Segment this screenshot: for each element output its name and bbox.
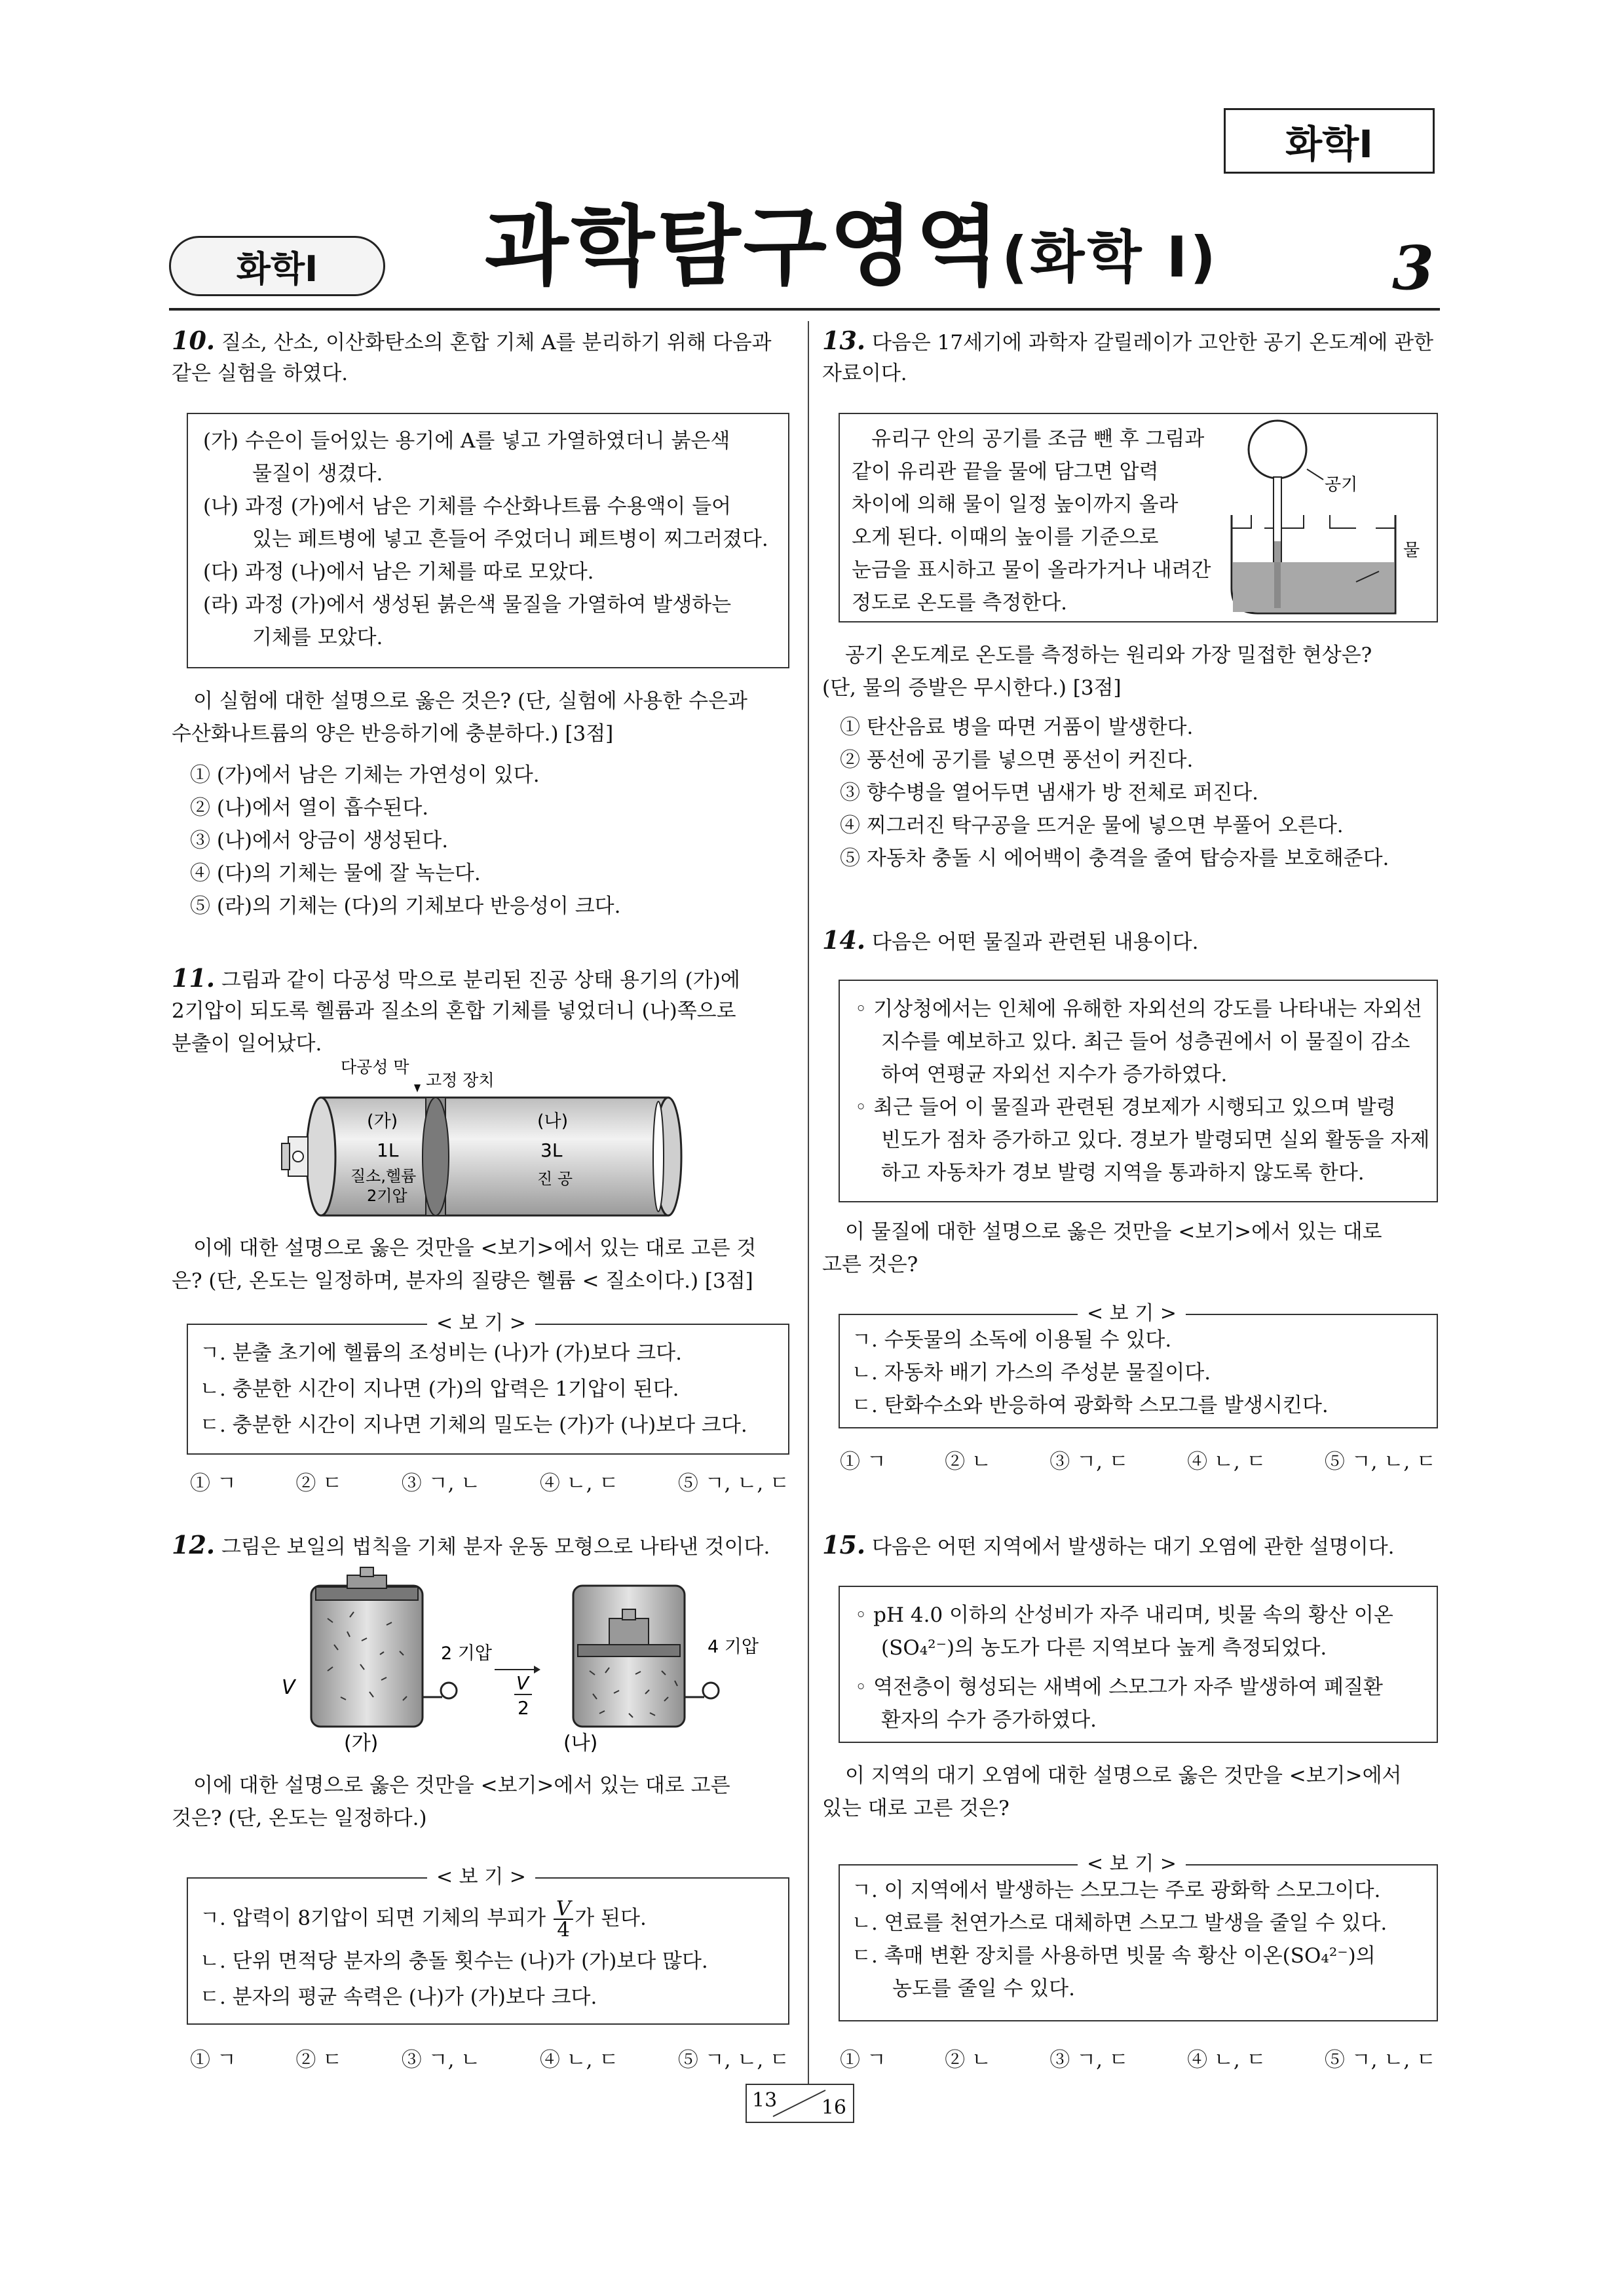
q14-bogi-title: < 보 기 > — [1078, 1302, 1186, 1326]
q13-question-cont: (단, 물의 증발은 무시한다.) [3점] — [822, 676, 1122, 700]
q15-info-line1: ◦ pH 4.0 이하의 산성비가 자주 내리며, 빗물 속의 황산 이온 — [855, 1603, 1393, 1627]
q10-question-cont: 수산화나트륨의 양은 반응하기에 충분하다.) [3점] — [172, 722, 614, 746]
q15-choices — [840, 2043, 1436, 2073]
q11-bogi-b: ㄴ. 충분한 시간이 지나면 (가)의 압력은 1기압이 된다. — [200, 1377, 679, 1401]
q14-question-cont: 고른 것은? — [822, 1253, 918, 1276]
q11-choice-4[interactable]: ④ ㄴ, ㄷ — [539, 1472, 619, 1495]
page-counter — [746, 2084, 854, 2123]
q10-stem-line1: 10. 질소, 산소, 이산화탄소의 혼합 기체 A를 분리하기 위해 다음과 — [172, 326, 772, 355]
q12-bogi-b: ㄴ. 단위 면적당 분자의 충돌 횟수는 (나)가 (가)보다 많다. — [200, 1949, 708, 1973]
q12-stem-line1: 12. 그림은 보일의 법칙을 기체 분자 운동 모형으로 나타낸 것이다. — [172, 1530, 770, 1559]
q13-stem-line1: 13. 다음은 17세기에 과학자 갈릴레이가 고안한 공기 온도계에 관한 — [822, 326, 1434, 355]
q14-choice-2[interactable]: ② ㄴ — [945, 1450, 991, 1474]
column-divider — [808, 321, 809, 2084]
q11-stem-line3: 분출이 일어났다. — [172, 1032, 322, 1056]
q12-choices — [190, 2043, 789, 2073]
q10-step-ra: (라) 과정 (가)에서 생성된 붉은색 물질을 가열하여 발생하는 — [203, 593, 732, 617]
q13-info-line4: 오게 된다. 이때의 높이를 기준으로 — [852, 526, 1159, 549]
q10-option-1[interactable]: ① (가)에서 남은 기체는 가연성이 있다. — [190, 763, 540, 787]
chamber-na-label: (나) — [537, 1111, 569, 1132]
fixer-label: 고정 장치 — [426, 1071, 495, 1090]
q15-choice-5[interactable]: ⑤ ㄱ, ㄴ, ㄷ — [1324, 2048, 1436, 2072]
q10-step-ra-cont: 기체를 모았다. — [252, 626, 383, 649]
q13-info-line5: 눈금을 표시하고 물이 올라가거나 내려간 — [852, 558, 1211, 582]
water-label: 물 — [1403, 541, 1420, 560]
q15-choice-4[interactable]: ④ ㄴ, ㄷ — [1187, 2048, 1266, 2072]
q12-bogi-c: ㄷ. 분자의 평균 속력은 (나)가 (가)보다 크다. — [200, 1985, 597, 2009]
q11-number: 11. — [172, 963, 216, 993]
q14-info-line2: 지수를 예보하고 있다. 최근 들어 성층권에서 이 물질이 감소 — [881, 1030, 1410, 1054]
chamber-ga-gas: 질소,헬륨 — [350, 1167, 417, 1185]
q14-bogi-a: ㄱ. 수돗물의 소독에 이용될 수 있다. — [852, 1328, 1172, 1352]
current-page: 13 — [752, 2089, 778, 2112]
q13-info-line3: 차이에 의해 물이 일정 높이까지 올라 — [852, 493, 1179, 516]
q11-choice-1[interactable]: ① ㄱ — [190, 1472, 236, 1495]
q13-info-line1: 유리구 안의 공기를 조금 뺀 후 그림과 — [871, 427, 1205, 451]
subject-pill: 화학Ⅰ — [169, 236, 385, 296]
chamber-ga-pressure: 2기압 — [367, 1187, 407, 1205]
q12-choice-2[interactable]: ② ㄷ — [295, 2048, 343, 2072]
q11-stem-line2: 2기압이 되도록 헬륨과 질소의 혼합 기체를 넣었더니 (나)쪽으로 — [172, 999, 736, 1023]
q11-choice-5[interactable]: ⑤ ㄱ, ㄴ, ㄷ — [677, 1472, 789, 1495]
q15-info-line3: ◦ 역전층이 형성되는 새벽에 스모그가 자주 발생하여 폐질환 — [855, 1675, 1383, 1699]
boyle-law-diagram — [282, 1566, 766, 1756]
chamber-na-volume: 3L — [540, 1139, 563, 1161]
q10-number: 10. — [172, 326, 216, 355]
q12-number: 12. — [172, 1530, 216, 1559]
q13-option-5[interactable]: ⑤ 자동차 충돌 시 에어백이 충격을 줄여 탑승자를 보호해준다. — [840, 847, 1389, 870]
q14-info-line4: ◦ 최근 들어 이 물질과 관련된 경보제가 시행되고 있으며 발령 — [855, 1096, 1396, 1119]
chamber-ga-label: (가) — [367, 1111, 398, 1132]
q14-choice-3[interactable]: ③ ㄱ, ㄷ — [1049, 1450, 1129, 1474]
jar1-label: (가) — [344, 1732, 379, 1755]
q10-step-ga: (가) 수은이 들어있는 용기에 A를 넣고 가열하였더니 붉은색 — [203, 429, 730, 453]
q14-info-line5: 빈도가 점차 증가하고 있다. 경보가 발령되면 실외 활동을 자제 — [881, 1128, 1430, 1152]
title-main: 과학탐구영역 — [485, 197, 1002, 297]
q15-choice-3[interactable]: ③ ㄱ, ㄷ — [1049, 2048, 1129, 2072]
air-thermometer-diagram — [1225, 417, 1435, 620]
jar1-pressure-label: 2 기압 — [441, 1643, 492, 1664]
q10-step-da: (다) 과정 (나)에서 남은 기체를 따로 모았다. — [203, 560, 594, 584]
q11-bogi-title: < 보 기 > — [427, 1312, 535, 1335]
q14-choice-1[interactable]: ① ㄱ — [840, 1450, 886, 1474]
q15-bogi-a: ㄱ. 이 지역에서 발생하는 스모그는 주로 광화학 스모그이다. — [852, 1879, 1381, 1902]
q12-bogi-title: < 보 기 > — [427, 1866, 535, 1889]
q12-choice-4[interactable]: ④ ㄴ, ㄷ — [539, 2048, 619, 2072]
q11-question-cont: 은? (단, 온도는 일정하며, 분자의 질량은 헬륨 < 질소이다.) [3점] — [172, 1269, 753, 1293]
q11-choice-3[interactable]: ③ ㄱ, ㄴ — [401, 1472, 481, 1495]
q12-choice-1[interactable]: ① ㄱ — [190, 2048, 236, 2072]
jar2-label: (나) — [563, 1732, 598, 1755]
total-pages: 16 — [821, 2096, 846, 2119]
q15-bogi-title: < 보 기 > — [1078, 1852, 1186, 1876]
subject-header-box: 화학Ⅰ — [1224, 108, 1435, 174]
q14-question: 이 물질에 대한 설명으로 옳은 것만을 <보기>에서 있는 대로 — [845, 1220, 1382, 1244]
q15-bogi-c-cont: 농도를 줄일 수 있다. — [892, 1977, 1075, 2000]
q13-option-4[interactable]: ④ 찌그러진 탁구공을 뜨거운 물에 넣으면 부풀어 오른다. — [840, 814, 1344, 837]
jar1-volume-label: V — [282, 1676, 295, 1699]
q15-bogi-c: ㄷ. 촉매 변환 장치를 사용하면 빗물 속 황산 이온(SO₄²⁻)의 — [852, 1944, 1376, 1968]
q11-question: 이에 대한 설명으로 옳은 것만을 <보기>에서 있는 대로 고른 것 — [193, 1236, 757, 1260]
q11-bogi-c: ㄷ. 충분한 시간이 지나면 기체의 밀도는 (가)가 (나)보다 크다. — [200, 1413, 747, 1437]
chamber-ga-volume: 1L — [377, 1139, 399, 1161]
page-number: 3 — [1392, 233, 1435, 303]
q10-option-3[interactable]: ③ (나)에서 앙금이 생성된다. — [190, 829, 449, 852]
jar2-volume-den: 2 — [518, 1697, 529, 1719]
q11-stem-line1: 11. 그림과 같이 다공성 막으로 분리된 진공 상태 용기의 (가)에 — [172, 963, 740, 993]
q14-bogi-c: ㄷ. 탄화수소와 반응하여 광화학 스모그를 발생시킨다. — [852, 1394, 1329, 1417]
q15-info-line2: (SO₄²⁻)의 농도가 다른 지역보다 높게 측정되었다. — [881, 1636, 1327, 1660]
q12-fraction: $\frac{V}{4}$ — [554, 1899, 573, 1940]
q12-question: 이에 대한 설명으로 옳은 것만을 <보기>에서 있는 대로 고른 — [193, 1774, 730, 1797]
q14-info-line6: 하고 자동차가 경보 발령 지역을 통과하지 않도록 한다. — [881, 1161, 1365, 1185]
q11-bogi-a: ㄱ. 분출 초기에 헬륨의 조성비는 (나)가 (가)보다 크다. — [200, 1341, 682, 1365]
q13-info-line6: 정도로 온도를 측정한다. — [852, 591, 1068, 615]
q13-option-3[interactable]: ③ 향수병을 열어두면 냄새가 방 전체로 퍼진다. — [840, 781, 1259, 805]
q14-info-line3: 하여 연평균 자외선 지수가 증가하였다. — [881, 1063, 1228, 1086]
q13-stem-line2: 자료이다. — [822, 362, 907, 385]
q10-option-2[interactable]: ② (나)에서 열이 흡수된다. — [190, 796, 429, 820]
q14-choice-5[interactable]: ⑤ ㄱ, ㄴ, ㄷ — [1324, 1450, 1436, 1474]
q11-choices — [190, 1466, 789, 1496]
q13-question: 공기 온도계로 온도를 측정하는 원리와 가장 밀접한 현상은? — [845, 643, 1372, 667]
q15-bogi-b: ㄴ. 연료를 천연가스로 대체하면 스모그 발생을 줄일 수 있다. — [852, 1911, 1388, 1935]
q12-question-cont: 것은? (단, 온도는 일정하다.) — [172, 1807, 427, 1830]
page-title — [485, 177, 1218, 301]
jar2-volume-num: V — [516, 1672, 529, 1694]
q15-info-line4: 환자의 수가 증가하였다. — [881, 1708, 1097, 1732]
title-sub: (화학 Ⅰ) — [1002, 225, 1218, 290]
q15-stem-line1: 15. 다음은 어떤 지역에서 발생하는 대기 오염에 관한 설명이다. — [822, 1530, 1395, 1559]
q10-stem-line2: 같은 실험을 하였다. — [172, 362, 349, 385]
q14-choices — [840, 1445, 1436, 1474]
q14-info-line1: ◦ 기상청에서는 인체에 유해한 자외선의 강도를 나타내는 자외선 — [855, 997, 1422, 1021]
q11-choice-2[interactable]: ② ㄷ — [295, 1472, 343, 1495]
q15-choice-2[interactable]: ② ㄴ — [945, 2048, 991, 2072]
jar2-pressure-label: 4 기압 — [708, 1637, 759, 1657]
q13-info-line2: 같이 유리관 끝을 물에 담그면 압력 — [852, 460, 1159, 484]
q14-number: 14. — [822, 925, 866, 955]
q13-option-1[interactable]: ① 탄산음료 병을 따면 거품이 발생한다. — [840, 716, 1194, 739]
q12-choice-5[interactable]: ⑤ ㄱ, ㄴ, ㄷ — [677, 2048, 789, 2072]
q13-number: 13. — [822, 326, 866, 355]
membrane-label: 다공성 막 — [341, 1058, 409, 1077]
q15-number: 15. — [822, 1530, 866, 1559]
q14-choice-4[interactable]: ④ ㄴ, ㄷ — [1187, 1450, 1266, 1474]
q14-stem-line1: 14. 다음은 어떤 물질과 관련된 내용이다. — [822, 925, 1199, 955]
q15-question-cont: 있는 대로 고른 것은? — [822, 1797, 1010, 1820]
q10-option-4[interactable]: ④ (다)의 기체는 물에 잘 녹는다. — [190, 862, 481, 885]
chamber-na-vacuum: 진 공 — [537, 1170, 573, 1188]
q10-step-ga-cont: 물질이 생겼다. — [252, 462, 383, 486]
q10-question: 이 실험에 대한 설명으로 옳은 것은? (단, 실험에 사용한 수은과 — [193, 689, 747, 713]
header-rule — [169, 308, 1440, 311]
q12-choice-3[interactable]: ③ ㄱ, ㄴ — [401, 2048, 481, 2072]
q15-choice-1[interactable]: ① ㄱ — [840, 2048, 886, 2072]
q13-option-2[interactable]: ② 풍선에 공기를 넣으면 풍선이 커진다. — [840, 748, 1194, 772]
q15-question: 이 지역의 대기 오염에 대한 설명으로 옳은 것만을 <보기>에서 — [845, 1764, 1402, 1788]
q10-option-5[interactable]: ⑤ (라)의 기체는 (다)의 기체보다 반응성이 크다. — [190, 894, 621, 918]
q10-step-na-cont: 있는 페트병에 넣고 흔들어 주었더니 페트병이 찌그러졌다. — [252, 527, 768, 551]
q14-bogi-b: ㄴ. 자동차 배기 가스의 주성분 물질이다. — [852, 1361, 1211, 1385]
effusion-container-diagram — [275, 1058, 694, 1225]
air-label: 공기 — [1325, 475, 1358, 495]
q10-step-na: (나) 과정 (가)에서 남은 기체를 수산화나트륨 수용액이 들어 — [203, 495, 732, 518]
q12-bogi-a: ㄱ. 압력이 8기압이 되면 기체의 부피가 $\frac{V}{4}$ 가 된다. — [200, 1897, 647, 1942]
